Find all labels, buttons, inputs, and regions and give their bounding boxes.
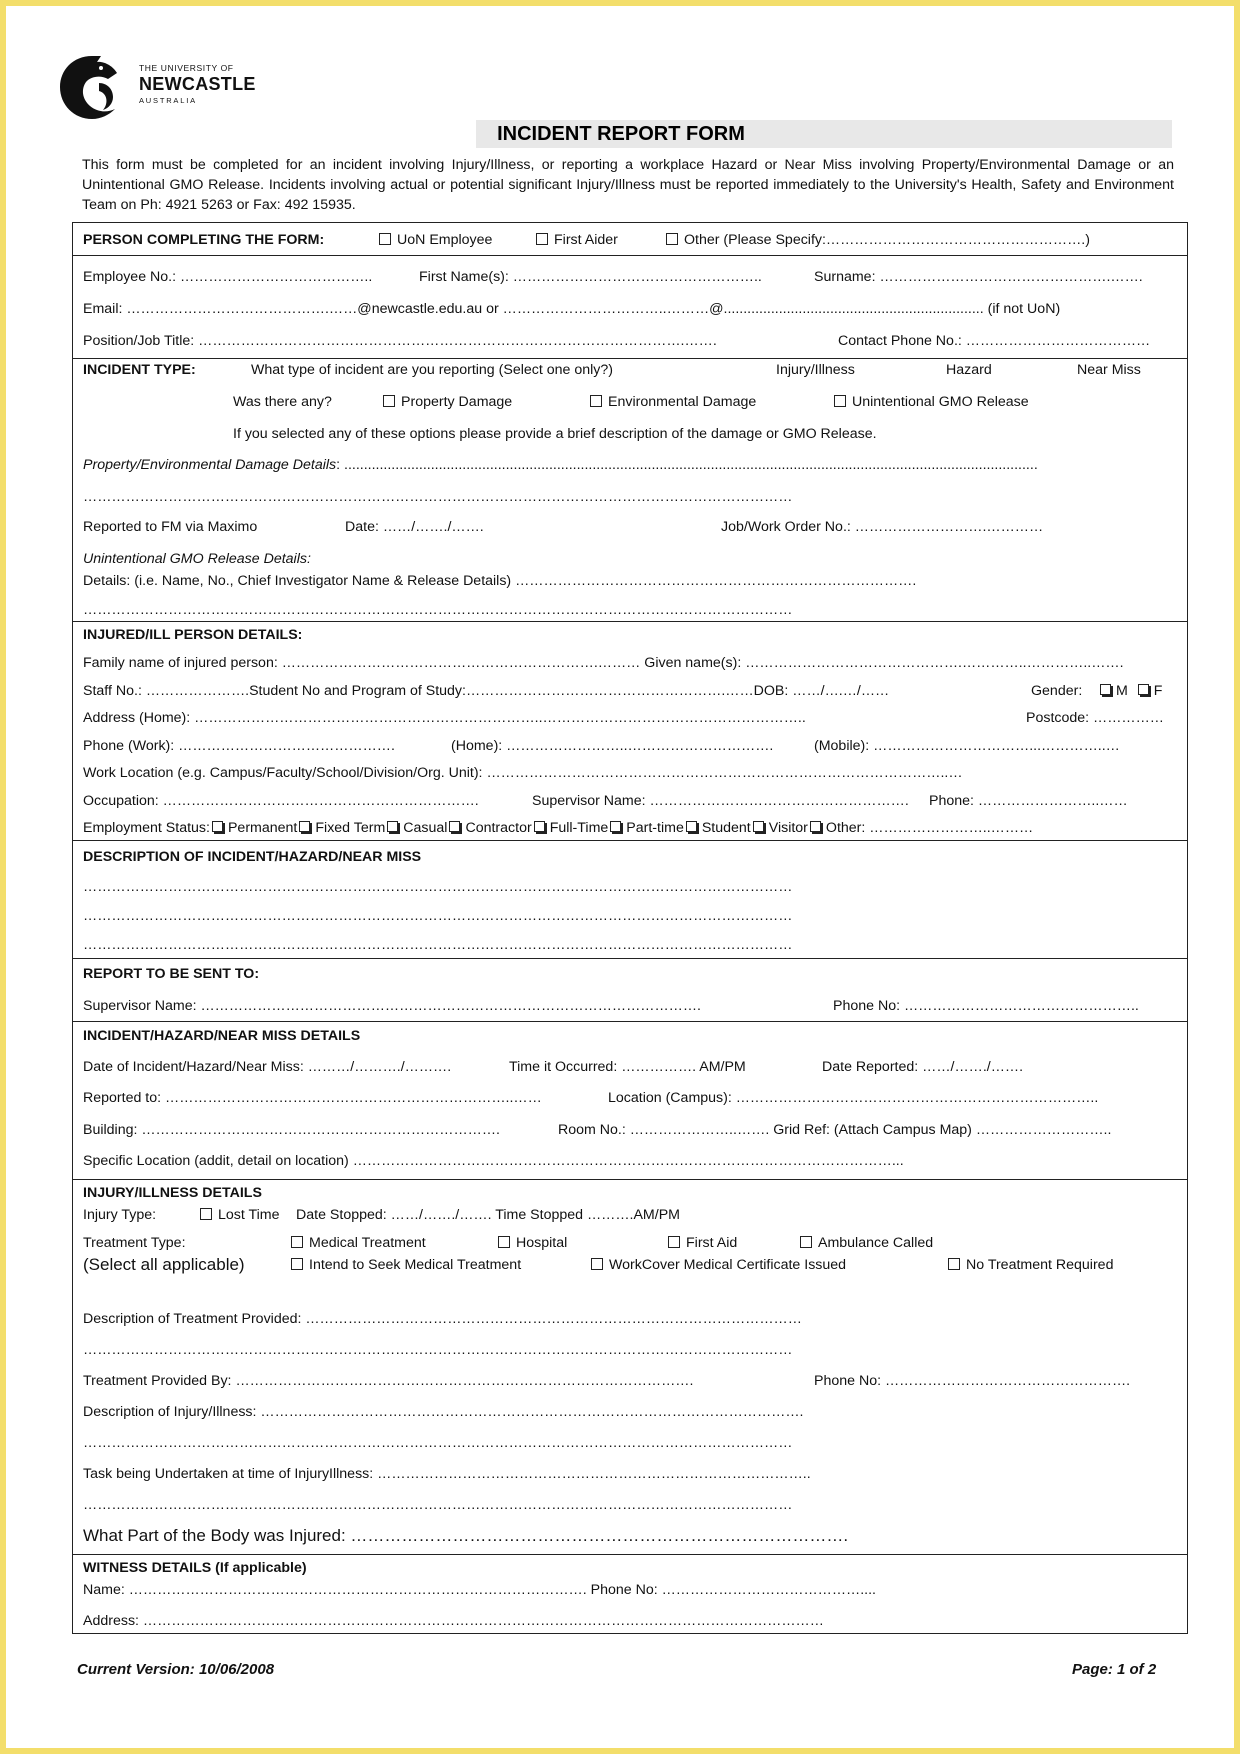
form-page: [6, 6, 1234, 1748]
surname-field[interactable]: Surname: ………………………………………….…….: [814, 269, 1143, 285]
checkbox-icon[interactable]: [291, 1236, 303, 1248]
checkbox-icon[interactable]: [800, 1236, 812, 1248]
property-damage-details[interactable]: Property/Environmental Damage Details: ................................................................................................................................................................................: [83, 457, 1038, 473]
home-phone-field[interactable]: (Home): ……………………..………………………….: [451, 738, 774, 754]
occupation-field[interactable]: Occupation: ………………………………………………………….: [83, 793, 479, 809]
incident-form: [72, 222, 1188, 1634]
checkbox-icon[interactable]: [291, 1258, 303, 1270]
witness-heading: WITNESS DETAILS (If applicable): [83, 1560, 307, 1576]
checkbox-icon[interactable]: [810, 821, 821, 832]
checkbox-icon[interactable]: [668, 1236, 680, 1248]
first-aid-option[interactable]: First Aid: [668, 1234, 737, 1252]
checkbox-icon[interactable]: [1100, 684, 1111, 695]
supervisor-phone-field[interactable]: Phone: ……………………..……: [929, 793, 1128, 809]
report-phone-field[interactable]: Phone No: …………………………………………..: [833, 998, 1139, 1014]
checkbox-icon[interactable]: [212, 821, 223, 832]
staff-no-field[interactable]: Staff No.: ………………….Student No and Program of Study:……………………………………………….……DOB: ……/….…/……: [83, 683, 890, 699]
checkbox-icon[interactable]: [1138, 684, 1149, 695]
incident-type-heading: INCIDENT TYPE:: [83, 362, 196, 378]
divider: [73, 358, 1187, 359]
damage-question: Was there any?: [233, 394, 332, 410]
dotted-line[interactable]: ……………………………………………………………………………………………………………………………………: [83, 908, 793, 924]
logo-line-2: NEWCASTLE: [139, 74, 256, 94]
checkbox-icon[interactable]: [834, 395, 846, 407]
reported-to-field[interactable]: Reported to: ………………………………………………………………..……: [83, 1090, 542, 1106]
mobile-field[interactable]: (Mobile): ……………………………...…………..…: [814, 738, 1120, 754]
task-field[interactable]: Task being Undertaken at time of InjuryIllness: ………………………………………………………………………………..: [83, 1466, 811, 1482]
select-all-note: (Select all applicable): [83, 1255, 245, 1274]
lost-time-option[interactable]: Lost Time: [200, 1206, 280, 1224]
witness-address-field[interactable]: Address: ………………………………………………………………………………………………………………………………: [83, 1613, 824, 1629]
university-name: [139, 63, 256, 105]
date-stopped-field[interactable]: Date Stopped: ……/……./……. Time Stopped ……….AM/PM: [296, 1207, 680, 1223]
person-completing-heading: PERSON COMPLETING THE FORM:: [83, 232, 325, 248]
contact-phone-field[interactable]: Contact Phone No.: …………………………………: [838, 333, 1151, 349]
checkbox-icon[interactable]: [686, 821, 697, 832]
divider: [73, 255, 1187, 256]
employment-status-row: Employment Status: Permanent Fixed Term Casual Contractor Full-Time Part-time Student Visitor Other: ……………………..………: [83, 820, 1034, 836]
checkbox-icon[interactable]: [610, 821, 621, 832]
dotted-line[interactable]: ……………………………………………………………………………………………………………………………………: [83, 937, 793, 953]
page-number: Page: 1 of 2: [1072, 1661, 1157, 1678]
divider: [73, 1554, 1187, 1555]
description-heading: DESCRIPTION OF INCIDENT/HAZARD/NEAR MISS: [83, 849, 422, 865]
dotted-line[interactable]: ……………………………………………………………………………………………………………………………………: [83, 602, 793, 618]
home-address-field[interactable]: Address (Home): ………………………………………………………………..………………………………………………..: [83, 710, 806, 726]
incident-type-question: What type of incident are you reporting (Select one only?): [251, 362, 613, 378]
work-phone-field[interactable]: Phone (Work): ……………………………………….: [83, 738, 395, 754]
checkbox-icon[interactable]: [449, 821, 460, 832]
logo-line-1: THE UNIVERSITY OF: [139, 63, 234, 73]
divider: [73, 621, 1187, 622]
property-damage-option[interactable]: Property Damage: [383, 393, 512, 411]
dotted-line[interactable]: ……………………………………………………………………………………………………………………………………: [83, 489, 793, 505]
intro-text: This form must be completed for an incident involving Injury/Illness, or reporting a workplace Hazard or Near Miss involving Property/Environmental Damage or an Unintentional GMO Release. Incidents involving actual or potential significant Injury/Illness must be reported immediately to the University's Health, Safety and Environment Team on Ph: 4921 5263 or Fax: 492 15935.: [82, 157, 1174, 213]
divider: [73, 840, 1187, 841]
ambulance-option[interactable]: Ambulance Called: [800, 1234, 933, 1252]
dotted-line[interactable]: ……………………………………………………………………………………………………………………………………: [83, 1497, 793, 1513]
gender-field[interactable]: Gender: M F: [1031, 683, 1163, 699]
injured-person-heading: INJURED/ILL PERSON DETAILS:: [83, 627, 303, 643]
treatment-description-field[interactable]: Description of Treatment Provided: ……………………………………………………………………………………………: [83, 1311, 802, 1327]
report-sent-heading: REPORT TO BE SENT TO:: [83, 966, 260, 982]
hazard-option[interactable]: Hazard: [946, 362, 992, 378]
email-field[interactable]: Email: …………………………………….……@newcastle.edu.au or ……………………………..………@.................................................................. (if not UoN): [83, 301, 1061, 317]
injury-type-label: Injury Type:: [83, 1207, 157, 1223]
checkbox-icon[interactable]: [387, 821, 398, 832]
report-supervisor-field[interactable]: Supervisor Name: …………………………………………………………………………………………….: [83, 998, 701, 1014]
workcover-option[interactable]: WorkCover Medical Certificate Issued: [591, 1256, 846, 1274]
checkbox-icon[interactable]: [383, 395, 395, 407]
hospital-option[interactable]: Hospital: [498, 1234, 567, 1252]
checkbox-icon[interactable]: [753, 821, 764, 832]
specific-location-field[interactable]: Specific Location (addit, detail on location) ……………………………………………………………………………………………………...: [83, 1153, 904, 1169]
first-name-field[interactable]: First Name(s): ……………………………………………..: [419, 269, 762, 285]
university-logo: [57, 53, 257, 123]
divider: [73, 1021, 1187, 1022]
checkbox-icon[interactable]: [379, 233, 391, 245]
divider: [73, 958, 1187, 959]
checkbox-icon[interactable]: [200, 1208, 212, 1220]
checkbox-icon[interactable]: [536, 233, 548, 245]
treatment-type-label: Treatment Type:: [83, 1235, 186, 1251]
injury-description-field[interactable]: Description of Injury/Illness: …………………………………………………………………………………………………….: [83, 1404, 804, 1420]
treatment-provider-field[interactable]: Treatment Provided By: …………………………………………………………………………………….: [83, 1373, 694, 1389]
family-name-field[interactable]: Family name of injured person: ………………………………………………………….……… Given name(s): ……………………………………….…………..…………..…….: [83, 655, 1124, 671]
room-grid-field[interactable]: Room No.: …………………..……. Grid Ref: (Attach Campus Map) ………………………..: [558, 1122, 1112, 1138]
checkbox-icon[interactable]: [948, 1258, 960, 1270]
checkbox-icon[interactable]: [666, 233, 678, 245]
other-option[interactable]: Other (Please Specify:……………………………………………….): [666, 231, 1090, 249]
work-location-field[interactable]: Work Location (e.g. Campus/Faculty/School/Division/Org. Unit): ……………………………………………………………………………………..…: [83, 765, 963, 781]
injury-illness-option[interactable]: Injury/Illness: [776, 362, 855, 378]
seek-treatment-option[interactable]: Intend to Seek Medical Treatment: [291, 1256, 521, 1274]
employee-no-field[interactable]: Employee No.: …………………………………..: [83, 269, 373, 285]
page-title: INCIDENT REPORT FORM: [497, 123, 745, 145]
dotted-line[interactable]: ……………………………………………………………………………………………………………………………………: [83, 1342, 793, 1358]
fm-date-field[interactable]: Date: ……/……./…….: [345, 519, 484, 535]
logo-line-3: AUSTRALIA: [139, 96, 197, 105]
postcode-field[interactable]: Postcode: ……………: [1026, 710, 1164, 726]
divider: [73, 1179, 1187, 1180]
gmo-details-field[interactable]: Details: (i.e. Name, No., Chief Investigator Name & Release Details) ………………………………………………………………………….: [83, 573, 917, 589]
uon-employee-option[interactable]: UoN Employee: [379, 231, 492, 249]
checkbox-icon[interactable]: [590, 395, 602, 407]
witness-name-field[interactable]: Name: ……………………………………………………………………………………. Phone No: ……………………………………....: [83, 1582, 876, 1598]
version-footer: Current Version: 10/06/2008: [77, 1661, 275, 1678]
reported-to-fm: Reported to FM via Maximo: [83, 519, 258, 535]
gmo-details-label: Unintentional GMO Release Details:: [83, 551, 311, 567]
work-order-field[interactable]: Job/Work Order No.: ……………………….…………: [721, 519, 1044, 535]
building-field[interactable]: Building: ………………………………………………………………….: [83, 1122, 500, 1138]
damage-instructions: If you selected any of these options please provide a brief description of the damage or GMO Release.: [233, 426, 877, 442]
location-campus-field[interactable]: Location (Campus): …………………………………………………………………..: [608, 1090, 1099, 1106]
medical-treatment-option[interactable]: Medical Treatment: [291, 1234, 426, 1252]
checkbox-icon[interactable]: [299, 821, 310, 832]
checkbox-icon[interactable]: [498, 1236, 510, 1248]
incident-details-heading: INCIDENT/HAZARD/NEAR MISS DETAILS: [83, 1028, 361, 1044]
dotted-line[interactable]: ……………………………………………………………………………………………………………………………………: [83, 1435, 793, 1451]
gmo-release-option[interactable]: Unintentional GMO Release: [834, 393, 1029, 411]
no-treatment-option[interactable]: No Treatment Required: [948, 1256, 1113, 1274]
checkbox-icon[interactable]: [591, 1258, 603, 1270]
injury-details-heading: INJURY/ILLNESS DETAILS: [83, 1185, 262, 1201]
supervisor-name-field[interactable]: Supervisor Name: ……………………………………………….: [532, 793, 909, 809]
date-reported-field[interactable]: Date Reported: ……/……./…….: [822, 1059, 1024, 1075]
incident-date-field[interactable]: Date of Incident/Hazard/Near Miss: ………/………./……….: [83, 1059, 452, 1075]
position-field[interactable]: Position/Job Title: ………………………………………………………………………………………….…….: [83, 333, 717, 349]
dotted-line[interactable]: ……………………………………………………………………………………………………………………………………: [83, 879, 793, 895]
environmental-damage-option[interactable]: Environmental Damage: [590, 393, 756, 411]
first-aider-option[interactable]: First Aider: [536, 231, 618, 249]
checkbox-icon[interactable]: [534, 821, 545, 832]
body-part-field[interactable]: What Part of the Body was Injured: …………………………………………………………………………….: [83, 1526, 849, 1545]
time-occurred-field[interactable]: Time it Occurred: ……………. AM/PM: [509, 1059, 746, 1075]
near-miss-option[interactable]: Near Miss: [1077, 362, 1141, 378]
treatment-phone-field[interactable]: Phone No: …………………………………………….: [814, 1373, 1131, 1389]
seahorse-logo-icon: [57, 53, 127, 123]
